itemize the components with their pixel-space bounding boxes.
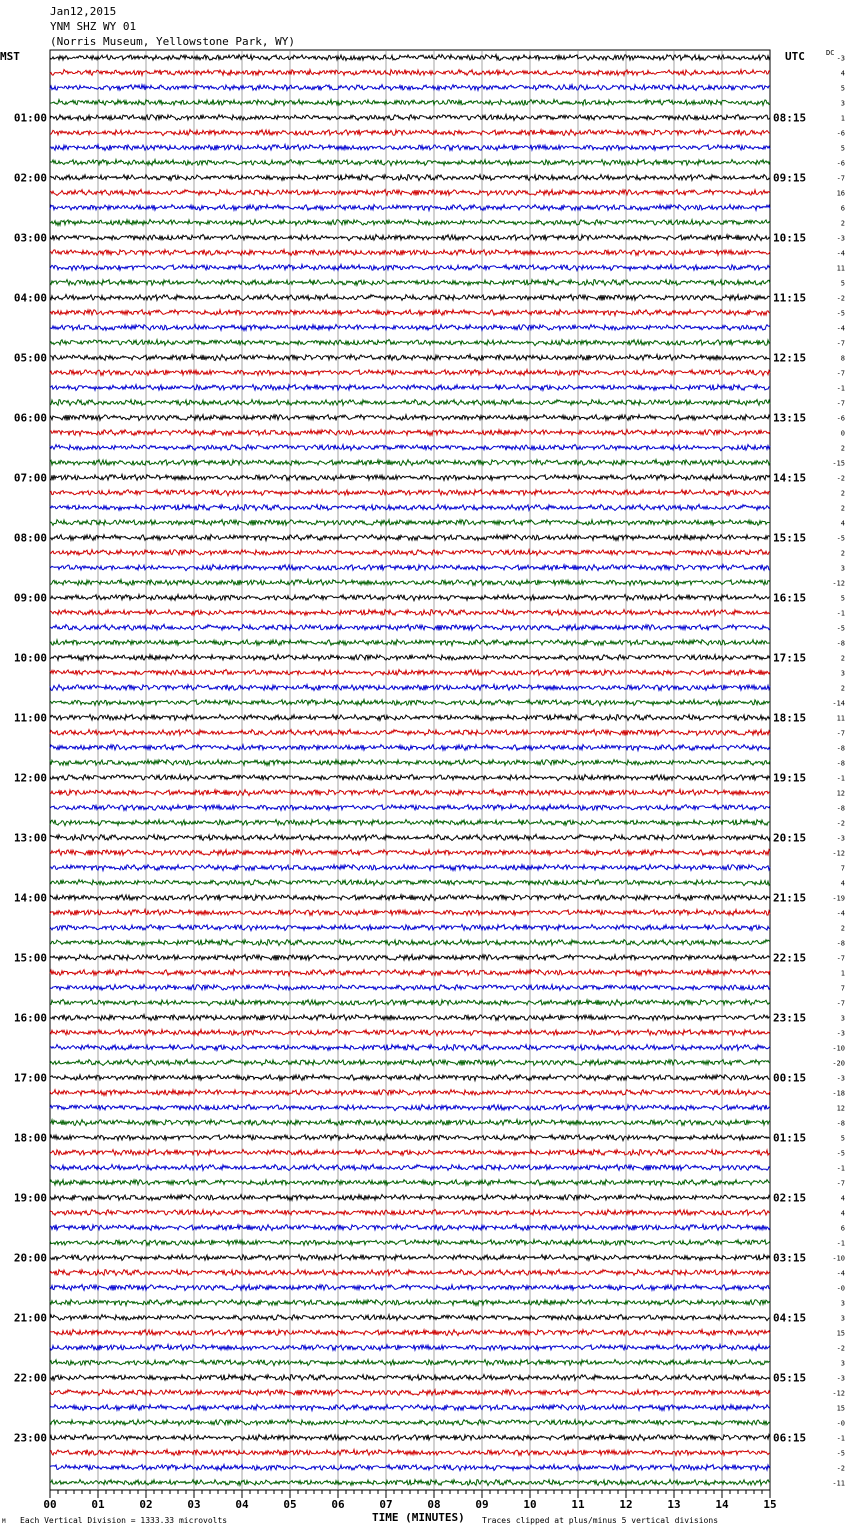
dc-offset-value: -0 [836,1284,845,1293]
trace-row [50,1450,770,1456]
right-hour-label: 15:15 [773,531,807,545]
trace-row [50,1059,770,1065]
dc-offset-value: -2 [836,1344,845,1353]
dc-offset-value: -7 [836,174,845,183]
dc-offset-value: 8 [840,354,845,363]
trace-row [50,460,770,466]
trace-row [50,1180,770,1186]
trace-row [50,325,770,331]
dc-offset-value: -8 [836,804,845,813]
dc-offset-value: -10 [832,1044,845,1053]
trace-row [50,580,770,586]
trace-row [50,504,770,510]
x-tick-label: 07 [379,1498,393,1511]
dc-offset-value: 1 [840,114,845,123]
dc-offset-value: -19 [832,894,845,903]
left-hour-label: 19:00 [13,1191,47,1205]
right-hour-label: 05:15 [773,1371,807,1385]
trace-row [50,445,770,451]
dc-offset-value: 7 [840,864,845,873]
left-hour-label: 21:00 [13,1311,47,1325]
right-hour-label: 00:15 [773,1071,807,1085]
trace-row [50,715,770,721]
trace-row [50,520,770,526]
left-hour-label: 06:00 [13,411,47,425]
dc-offset-value: -3 [836,1074,845,1083]
dc-offset-value: -4 [836,909,845,918]
trace-row [50,189,770,195]
dc-offset-value: -1 [836,1164,845,1173]
right-hour-label: 22:15 [773,951,807,965]
dc-offset-value: 1 [840,969,845,978]
dc-offset-value: -10 [832,1254,845,1263]
right-hour-label: 09:15 [773,171,807,185]
trace-row [50,775,770,781]
dc-offset-value: 2 [840,924,845,933]
left-hour-label: 11:00 [13,711,47,725]
dc-offset-value: 4 [840,1209,845,1218]
x-tick-label: 04 [235,1498,249,1511]
trace-row [50,760,770,766]
trace-row [50,850,770,856]
left-hour-label: 01:00 [13,111,47,125]
trace-row [50,294,770,300]
trace-row [50,1465,770,1471]
left-hour-label: 16:00 [13,1011,47,1025]
dc-offset-value: 3 [840,1299,845,1308]
dc-offset-value: -2 [836,819,845,828]
left-hour-label: 08:00 [13,531,47,545]
plot-date: Jan12,2015 [50,5,117,18]
dc-offset-value: 5 [840,144,845,153]
trace-row [50,1030,770,1036]
dc-offset-value: -5 [836,534,845,543]
dc-offset-value: -11 [832,1479,845,1488]
trace-row [50,1045,770,1051]
trace-row [50,565,770,571]
trace-row [50,939,770,945]
trace-row [50,895,770,901]
dc-offset-value: 3 [840,1014,845,1023]
trace-row [50,1164,770,1170]
right-hour-label: 23:15 [773,1011,807,1025]
trace-row [50,370,770,376]
trace-row [50,475,770,481]
dc-offset-value: 7 [840,984,845,993]
trace-row [50,1480,770,1486]
trace-row [50,175,770,181]
left-hour-label: 02:00 [13,171,47,185]
dc-offset-value: 2 [840,504,845,513]
dc-offset-value: -2 [836,294,845,303]
right-hour-label: 01:15 [773,1131,807,1145]
right-hour-label: 21:15 [773,891,807,905]
right-hour-label: 08:15 [773,111,807,125]
dc-offset-value: -3 [836,234,845,243]
left-hour-label: 12:00 [13,771,47,785]
right-hour-label: 16:15 [773,591,807,605]
dc-offset-value: -1 [836,1434,845,1443]
right-hour-label: 18:15 [773,711,807,725]
dc-offset-value: -3 [836,1374,845,1383]
right-hour-label: 02:15 [773,1191,807,1205]
trace-row [50,550,770,556]
x-tick-label: 12 [619,1498,633,1511]
dc-offset-value: -5 [836,624,845,633]
dc-offset-labels [832,55,845,1488]
x-axis-title: TIME (MINUTES) [372,1511,465,1524]
left-hour-label: 15:00 [13,951,47,965]
left-hour-label: 10:00 [13,651,47,665]
dc-offset-value: 6 [840,204,845,213]
trace-row [50,745,770,751]
left-hour-label: 09:00 [13,591,47,605]
trace-row [50,1135,770,1141]
dc-offset-value: 2 [840,444,845,453]
dc-offset-value: -4 [836,324,845,333]
trace-row [50,1105,770,1111]
dc-offset-value: 16 [836,189,845,198]
dc-offset-value: -5 [836,309,845,318]
x-tick-label: 08 [427,1498,441,1511]
trace-row [50,205,770,211]
dc-offset-value: 15 [836,1329,845,1338]
dc-offset-value: -6 [836,159,845,168]
dc-offset-value: -18 [832,1089,845,1098]
trace-row [50,1225,770,1231]
trace-row [50,280,770,286]
trace-row [50,1330,770,1336]
dc-offset-value: 5 [840,279,845,288]
dc-offset-value: 12 [836,789,845,798]
dc-offset-value: -0 [836,1419,845,1428]
trace-row [50,970,770,976]
right-hour-label: 17:15 [773,651,807,665]
dc-offset-value: 4 [840,69,845,78]
trace-row [50,1374,770,1380]
x-tick-label: 00 [43,1498,57,1511]
dc-offset-value: 4 [840,1194,845,1203]
left-hour-label: 07:00 [13,471,47,485]
trace-row [50,925,770,931]
trace-row [50,220,770,226]
trace-row [50,865,770,871]
dc-offset-value: 2 [840,654,845,663]
right-hour-label: 13:15 [773,411,807,425]
dc-offset-value: -14 [832,699,845,708]
right-timezone-label: UTC [785,50,805,63]
trace-row [50,250,770,256]
dc-offset-header: DC [826,49,835,57]
dc-offset-value: 2 [840,219,845,228]
dc-offset-value: -6 [836,414,845,423]
dc-offset-value: -8 [836,1119,845,1128]
trace-row [50,1285,770,1291]
dc-offset-value: -7 [836,999,845,1008]
right-hour-label: 14:15 [773,471,807,485]
trace-row [50,235,770,241]
dc-offset-value: -2 [836,1464,845,1473]
trace-row [50,1390,770,1396]
x-tick-label: 10 [523,1498,537,1511]
trace-row [50,820,770,826]
dc-offset-value: -1 [836,384,845,393]
trace-row [50,670,770,676]
x-tick-label: 15 [763,1498,777,1511]
trace-row [50,1015,770,1021]
dc-offset-value: -4 [836,249,845,258]
trace-row [50,130,770,136]
trace-row [50,85,770,91]
left-hour-label: 22:00 [13,1371,47,1385]
trace-row [50,385,770,391]
trace-row [50,985,770,991]
trace-row [50,1315,770,1321]
dc-offset-value: -7 [836,369,845,378]
dc-offset-value: 6 [840,1224,845,1233]
trace-row [50,834,770,840]
left-hour-label: 18:00 [13,1131,47,1145]
trace-row [50,535,770,541]
trace-row [50,160,770,166]
trace-row [50,910,770,916]
trace-row [50,1435,770,1441]
left-hour-label: 05:00 [13,351,47,365]
trace-row [50,1150,770,1156]
trace-row [50,1195,770,1201]
trace-row [50,1255,770,1261]
trace-row [50,1300,770,1306]
dc-offset-value: 3 [840,1359,845,1368]
dc-offset-value: -7 [836,1179,845,1188]
dc-offset-value: -7 [836,729,845,738]
trace-row [50,1210,770,1216]
dc-offset-value: -7 [836,339,845,348]
trace-row [50,729,770,735]
dc-offset-value: 3 [840,669,845,678]
trace-row [50,955,770,961]
dc-offset-value: 2 [840,549,845,558]
left-hour-label: 03:00 [13,231,47,245]
trace-row [50,490,770,496]
x-tick-label: 11 [571,1498,585,1511]
trace-row [50,415,770,421]
dc-offset-value: 5 [840,84,845,93]
dc-offset-value: 5 [840,1134,845,1143]
left-hour-label: 17:00 [13,1071,47,1085]
right-hour-label: 10:15 [773,231,807,245]
trace-row [50,655,770,661]
x-tick-label: 03 [187,1498,201,1511]
corner-mark: M [2,1518,6,1525]
trace-row [50,1075,770,1081]
station-location: (Norris Museum, Yellowstone Park, WY) [50,35,296,48]
trace-row [50,610,770,616]
trace-row [50,805,770,811]
dc-offset-value: 2 [840,684,845,693]
trace-row [50,145,770,151]
x-tick-label: 09 [475,1498,489,1511]
dc-offset-value: -6 [836,129,845,138]
right-hour-label: 04:15 [773,1311,807,1325]
left-hour-label: 04:00 [13,291,47,305]
trace-row [50,70,770,76]
left-hour-label: 13:00 [13,831,47,845]
dc-offset-value: 4 [840,879,845,888]
dc-offset-value: -3 [836,54,845,63]
trace-row [50,1405,770,1411]
dc-offset-value: -1 [836,609,845,618]
dc-offset-value: 3 [840,564,845,573]
dc-offset-value: -8 [836,759,845,768]
trace-row [50,265,770,271]
dc-offset-value: 11 [836,264,845,273]
left-hour-label: 14:00 [13,891,47,905]
dc-offset-value: -3 [836,834,845,843]
dc-offset-value: 2 [840,489,845,498]
dc-offset-value: -2 [836,474,845,483]
left-timezone-label: MST [0,50,20,63]
left-hour-label: 20:00 [13,1251,47,1265]
dc-offset-value: -7 [836,954,845,963]
dc-offset-value: 5 [840,594,845,603]
dc-offset-value: -1 [836,1239,845,1248]
dc-offset-value: -20 [832,1059,845,1068]
dc-offset-value: -8 [836,744,845,753]
right-hour-label: 06:15 [773,1431,807,1445]
x-tick-label: 05 [283,1498,297,1511]
right-hour-label: 03:15 [773,1251,807,1265]
dc-offset-value: 3 [840,99,845,108]
trace-row [50,115,770,121]
dc-offset-value: -5 [836,1149,845,1158]
vertical-division-note: Each Vertical Division = 1333.33 microvolts [20,1516,228,1525]
trace-row [50,880,770,886]
trace-row [50,624,770,630]
trace-row [50,1090,770,1096]
trace-row [50,340,770,346]
dc-offset-value: 3 [840,1314,845,1323]
dc-offset-value: -8 [836,939,845,948]
dc-offset-value: 4 [840,519,845,528]
trace-row [50,640,770,646]
trace-row [50,790,770,796]
trace-row [50,1240,770,1246]
dc-offset-value: -15 [832,459,845,468]
trace-row [50,1120,770,1126]
right-hour-label: 20:15 [773,831,807,845]
time-axis [43,1490,776,1511]
trace-row [50,685,770,691]
dc-offset-value: -12 [832,1389,845,1398]
trace-row [50,430,770,436]
dc-offset-value: 12 [836,1104,845,1113]
x-tick-label: 02 [139,1498,153,1511]
dc-offset-value: -8 [836,639,845,648]
seismic-traces [50,55,770,1486]
dc-offset-value: -3 [836,1029,845,1038]
right-hour-label: 11:15 [773,291,807,305]
trace-row [50,310,770,316]
x-tick-label: 06 [331,1498,345,1511]
trace-row [50,55,770,61]
trace-row [50,399,770,405]
trace-row [50,1269,770,1275]
station-id: YNM SHZ WY 01 [50,20,137,33]
dc-offset-value: 11 [836,714,845,723]
x-tick-label: 13 [667,1498,681,1511]
trace-row [50,1345,770,1351]
trace-row [50,595,770,601]
dc-offset-value: -7 [836,399,845,408]
right-hour-label: 12:15 [773,351,807,365]
trace-row [50,100,770,106]
trace-row [50,1360,770,1366]
x-tick-label: 01 [91,1498,105,1511]
dc-offset-value: -5 [836,1449,845,1458]
dc-offset-value: 15 [836,1404,845,1413]
dc-offset-value: -1 [836,774,845,783]
dc-offset-value: -12 [832,579,845,588]
dc-offset-value: -12 [832,849,845,858]
left-hour-label: 23:00 [13,1431,47,1445]
trace-row [50,1420,770,1426]
trace-row [50,700,770,706]
x-tick-label: 14 [715,1498,729,1511]
trace-row [50,355,770,361]
dc-offset-value: 0 [840,429,845,438]
right-hour-label: 19:15 [773,771,807,785]
dc-offset-value: -4 [836,1269,845,1278]
clip-note: Traces clipped at plus/minus 5 vertical divisions [482,1516,719,1525]
trace-row [50,1000,770,1006]
